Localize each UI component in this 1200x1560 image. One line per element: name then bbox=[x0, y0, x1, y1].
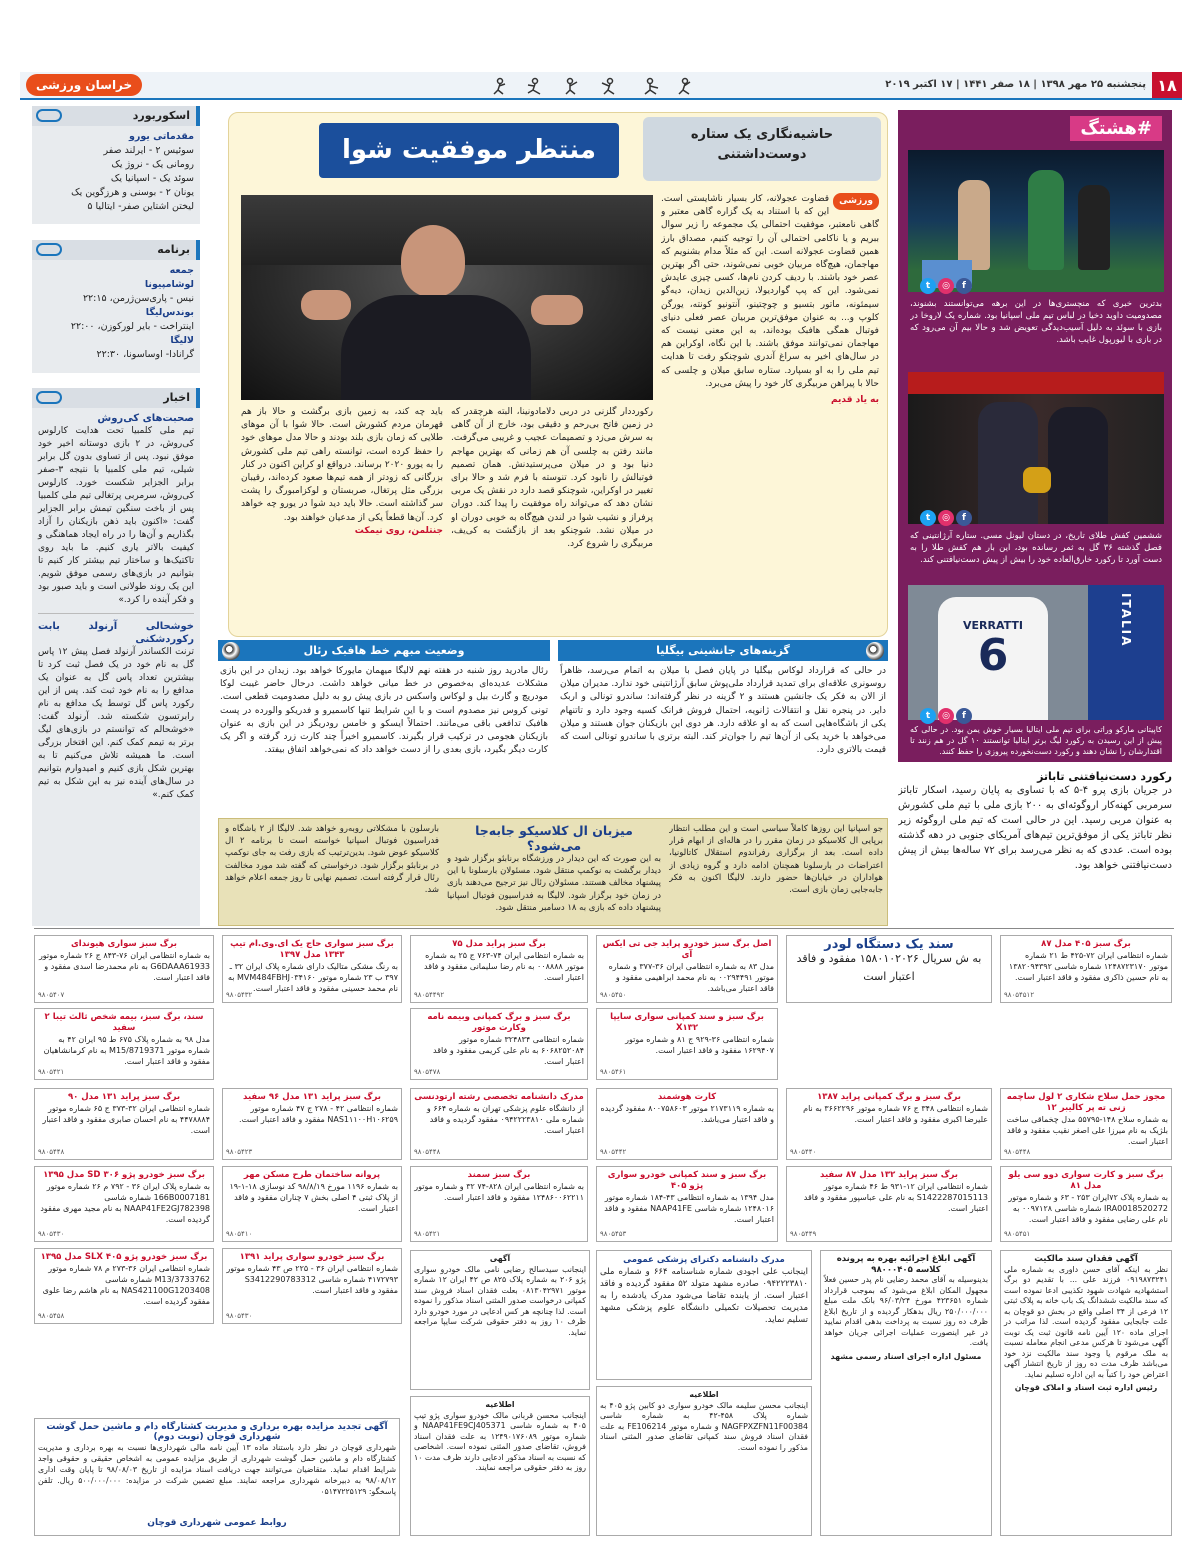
classified-ad-title: کارت هوشمند bbox=[657, 1092, 717, 1102]
classified-ad-body: به شماره ۱۱۹۶ مورخ ۹۸/۸/۱۹ کد نوسازی ۱۸-۱-۱۹ از پلاک ثبتی ۴ اصلی بخش ۷ چناران مفقود و فاقد اعتبار است. bbox=[229, 1182, 398, 1213]
figure-goalkeeper bbox=[1028, 170, 1064, 270]
court-notice-footer: مسئول اداره اجرای اسناد رسمی مشهد bbox=[830, 1351, 982, 1361]
classified-ad-title: برگ سبز و سند کمپانی سواری سایپا X۱۳۲ bbox=[610, 1012, 764, 1033]
classified-ad-title: سند یک دستگاه لودر bbox=[824, 937, 954, 952]
news-text: تیم ملی کلمبیا تحت هدایت کارلوس کی‌روش، در ۲ بازی دوستانه اخیر خود موفق نبود. پس از تساوی بدون گل برابر شیلی، تیم ملی کلمبیا با نتیجه ۳-صفر برابر الجزایر شکست خورد. کارلوس کی‌روش، سرمربی پرتغالی تیم ملی کلمبیا پس از باخت سنگین تیمش برابر الجزایر گفت: «اکنون باید ذهن بازیکنان را آزاد بگذاریم و آن‌ها را در راه ایجاد هماهنگی و کیفیت بالاتر یاری کنیم. ما باید روی تاکتیک‌ها و ساختار تیم بیشتر کار کنیم تا بتوانیم در بازی‌های رسمی موفق شویم. این یک روند طولانی است و باید صبور بود و فکر آینده را کرد.» bbox=[38, 426, 195, 605]
program-league: لوشامپیونا bbox=[144, 279, 194, 290]
classified-ad-code: ۹۸۰۵۴۵۱۲ bbox=[1004, 991, 1035, 999]
marca-banner bbox=[908, 372, 1164, 394]
figure-medic bbox=[958, 180, 990, 270]
classified-ad-title: برگ سبز پراید ۱۳۲ مدل ۸۷ سفید bbox=[820, 1170, 958, 1180]
classified-ad bbox=[222, 1088, 402, 1160]
court-notice-body: اینجانب علی اجودی شماره شناسنامه ۶۶۴ و شماره ملی ۰۹۴۲۲۲۳۸۱۰ صادره مشهد متولد ۵۲ مفقود گردیده و فاقد اعتبار است. از یابنده تقاضا می‌شود مدرک یادشده را به مدیریت تحصیلات تکمیلی دانشگاه علوم پزشکی مشهد تسلیم نماید. bbox=[600, 1267, 808, 1325]
shirt bbox=[938, 597, 1048, 720]
classified-ad-body: شماره انتظامی ایران ۳۶ - ۲۲۵ ص ۴۳ شماره موتور ۴۱۷۲۷۹۳ شماره شاسی S3412290783312 مفقود و فاقد اعتبار است. bbox=[226, 1264, 398, 1295]
classified-ad-title: برگ سبز و کارت سواری دوو سی یلو مدل ۸۱ bbox=[1008, 1170, 1164, 1191]
classified-ad-code: ۹۸۰۵۴۵۸ bbox=[38, 1312, 65, 1320]
classified-ad bbox=[34, 1008, 214, 1080]
classified-ad-body: به شماره سلاح ۱۴۸-۵۵۷۹۵ مدل چخماقی ساخت بلژیک به نام میرزا علی اصغر نقیب مفقود و فاقد اعتبار است. bbox=[1006, 1115, 1168, 1146]
real-midfield-headline bbox=[218, 640, 550, 661]
feature-text: رکورددار گلزنی در دربی دلامادونینا، البته هرچقدر که در زمین فاتح بی‌رحم و دقیقی بود، خارج از آن گاهی به سرش می‌زد و تصمیمات عجیب و غریبی می‌گرفت. مانند رفتن به چلسی آن هم زمانی که بهترین مهاجم دنیا بود و در میلان می‌پرستیدنش. همان تصمیم فوتبالش را نابود کرد. تنوسته با فرم شد و حالا برای تغییر در اوکراین، شوچنکو قصد دارد در نقش یک مربی نشان دهد که می‌تواند راه موفقیت را پیدا کند. دوران پرفراز و نشیب شوا در لندن هیچ‌گاه به خوبی دوران او در میلان نشد. شوچنکو بعد از بازگشت به کی‌یف، مربیگری را شروع کرد. bbox=[451, 407, 653, 550]
classified-ad-code: ۹۸۰۵۴۵۱ bbox=[1004, 1230, 1031, 1238]
sports-silhouettes-icon bbox=[490, 76, 700, 96]
football-icon bbox=[866, 642, 884, 660]
court-notice-title: آگهی bbox=[489, 1254, 511, 1263]
record-headline: رکورد دست‌نیافتنی تاباتز bbox=[1037, 770, 1172, 783]
classified-ad bbox=[596, 935, 778, 1003]
court-notice-body: بدینوسیله به آقای محمد رضایی نام پدر حسین فعلاً مجهول المکان ابلاغ می‌شود که بموجب قرارداد شماره ۴۲۳۶۵۱ مورخ ۹۶/۰۳/۲۴ بانک ملت مبلغ ۲۵۰/۰۰۰/۰۰۰ ریال بدهکار گردیده و از تاریخ ابلاغ ظرف ده روز نسبت به پرداخت بدهی اقدام نمایید در غیر اینصورت عملیات اجرائی جریان خواهد یافت. bbox=[824, 1275, 988, 1347]
court-notice-body: اینجانب محسن سلیمه مالک خودرو سواری دو کابین پژو ۴۰۵ به شماره پلاک ۴۵۸-۴۲ به شماره شاسی NAGFPXZFN11F00384 و شماره موتور FE106214 به علت فقدان اسناد فروش سند کمپانی تقاضای صدور المثنی اسناد مذکور را نموده است. bbox=[600, 1400, 808, 1452]
classified-ad-title: برگ سبز خودرو سواری پراید ۱۳۹۱ bbox=[239, 1252, 385, 1262]
classified-ad-code: ۹۸۰۵۴۴۸ bbox=[38, 1148, 65, 1156]
classified-ad-title: برگ سبز و برگ کمپانی وبیمه نامه وکارت موتور bbox=[427, 1012, 571, 1033]
classified-ad-code: ۹۸۰۵۴۴۲ bbox=[600, 1148, 627, 1156]
real-midfield-body: رئال مادرید روز شنبه در هفته نهم لالیگا میهمان مایورکا خواهد بود. زیدان در این بازی مشکلات عدیده‌ای به‌خصوص در خط میانی خواهد داشت. درحال حاضر غیبت لوکا مودریچ و گارث بیل و لوکاس واسکس در بازی پیش رو به دلیل مصدومیت قطعی است. تونی کروس نیز مصدوم است و با این شرایط تنها کاسمیرو و فدریکو والورده در پست هافبک تدافعی باقی می‌مانند. احتمالاً ایسکو و خامس رودریگز در این بازی به عنوان بازیکنان هجومی در ترکیب قرار بگیرند. کاسمیرو اخیراً چند کارت زرد گرفته و اگر یک کارت دیگر بگیرد، بازی بعدی را از دست خواهد داد که نمی‌خواهد اتفاق بیفتد. bbox=[220, 666, 548, 756]
shirt-name: VERRATTI bbox=[963, 619, 1023, 632]
news-headline: خوشحالی آرنولد بابت رکوردشکنی bbox=[38, 621, 194, 645]
auction-notice bbox=[34, 1418, 400, 1536]
classified-ad-body: از دانشگاه علوم پزشکی تهران به شماره ۶۶۴ و شماره ملی ۰۹۴۲۲۲۳۸۱۰ مفقود گردیده و فاقد اعتبار است. bbox=[426, 1104, 584, 1135]
classified-ad-title: برگ سبز پراید ۱۳۱ مدل ۹۶ سفید bbox=[243, 1092, 381, 1102]
program-title-text: برنامه bbox=[157, 243, 190, 256]
photo-shevchenko bbox=[241, 195, 653, 400]
shirt-number: 6 bbox=[977, 630, 1009, 681]
classified-ad-code: ۹۸۰۵۴۳۰ bbox=[38, 1230, 65, 1238]
real-midfield-headline-text: وضعیت مبهم خط هافبک رئال bbox=[303, 644, 465, 657]
feature-subheading: به یاد قدیم bbox=[830, 395, 879, 406]
classified-ad-title: برگ سبز پراید ۱۳۱ مدل ۹۰ bbox=[67, 1092, 181, 1102]
feature-logo-badge: ورزشی bbox=[833, 193, 879, 210]
classified-ad-title: برگ سبز خودرو پژو SLX ۴۰۵ مدل ۱۳۹۵ bbox=[40, 1252, 208, 1262]
scoreboard-title-text: اسکوربورد bbox=[132, 109, 190, 122]
classified-ad bbox=[410, 1166, 588, 1242]
clasico-story bbox=[218, 818, 888, 926]
classified-ad-title: برگ سبز خودرو پژو ۳۰۶ SD مدل ۱۳۹۵ bbox=[43, 1170, 205, 1180]
classified-ad-body: به شماره انتظامی ایران ۸۲۸-۷۴ ۳۲ و شماره موتور ۱۲۴۸۶۰۰۶۲۲۱۱ مفقود و فاقد اعتبار است. bbox=[414, 1182, 584, 1202]
classified-ad-code: ۹۸۰۵۴۴۹۲ bbox=[414, 991, 445, 999]
classified-ad-code: ۹۸۰۵۴۴۸ bbox=[1004, 1148, 1031, 1156]
record-story bbox=[898, 770, 1172, 920]
bigelia-story bbox=[558, 640, 888, 810]
program-league: لالیگا bbox=[170, 335, 194, 346]
classified-ad-title: پروانه ساختمان طرح مسکن مهر bbox=[243, 1170, 381, 1180]
twitter-icon[interactable]: t bbox=[920, 510, 936, 526]
classified-ad-code: ۹۸۰۵۴۴۸ bbox=[414, 1148, 441, 1156]
bigelia-headline-text: گزینه‌های جانشینی بیگلیا bbox=[656, 644, 790, 657]
classified-ad-body: به ش سریال ۱۵۸۰۱۰۲۰۲۶ مفقود و فاقد اعتبار است bbox=[796, 952, 982, 983]
page-header bbox=[20, 72, 1182, 100]
figure-presenter bbox=[1048, 407, 1108, 524]
instagram-icon[interactable]: ◎ bbox=[938, 708, 954, 724]
classified-ad bbox=[222, 935, 402, 1003]
court-notice-body: نظر به اینکه آقای حسن داوری به شماره ملی ۰۹۱۹۸۷۳۲۴۱ فرزند علی ... با تقدیم دو برگ استشهادیه شهادت شهود تکذیبی ادعا نموده است که سند مالکیت ششدانگ یک باب خانه به پلاک ثبتی ۱۲ فرعی از ۳۴ اصلی واقع در بخش دو قوچان به علت جابجایی مفقود گردیده است. لذا مراتب در اجرای ماده ۱۲۰ آیین نامه قانون ثبت یک نوبت آگهی می‌شود تا هرکس مدعی انجام معامله نسبت به ملک مرقوم یا وجود سند مالکیت نزد خود می‌باشد ظرف مدت ده روز از تاریخ انتشار آگهی اعتراض خود را کتباً به این اداره تسلیم نماید. bbox=[1004, 1264, 1169, 1379]
court-notice bbox=[596, 1386, 812, 1536]
classified-ad-code: ۹۸۰۵۴۲۳ bbox=[226, 1148, 253, 1156]
classified-ad bbox=[1000, 935, 1172, 1003]
program-section-icon bbox=[36, 243, 62, 256]
classified-ad-title: برگ سبز سواری حاج یک ای.وی.ام تیپ ۱۳۴۳ مدل ۱۳۹۷ bbox=[230, 939, 394, 960]
court-notice-body: اینجانب سیدسالح رضایی نامی مالک خودرو سواری پژو ۲۰۶ به شماره پلاک ۸۲۵ ص ۴۲ ایران ۱۲ شماره موتور ۰۸۱۳۰۴۲۹۷۱ بعلت فقدان اسناد فروش سند کمپانی درخواست صدور المثنی اسناد مذکور را نموده است. لذا چنانچه هر کس ادعایی در مورد خودرو دارد ظرف ۱۰ روز به دفتر حقوقی شرکت سایپا مراجعه نماید. bbox=[414, 1264, 586, 1337]
clasico-column-3: بارسلون با مشکلاتی روبه‌رو خواهد شد. لالیگا از ۲ باشگاه و فدراسیون فوتبال اسپانیا خواسته است تا برنامه ۲ ال کلاسیکو عوض شود. بدین‌ترتیب که بازی رفت به جای نوکمپ در برنابئو برگزار شود. درخواستی که گفته شد مورد مخالفت رئال قرار گرفته است. تصمیم نهایی تا روز جمعه اعلام خواهد شد. bbox=[225, 824, 439, 896]
classified-ad-body: به شماره انتظامی ایران ۷۶-۸۴۳ ج ۲۶ شماره موتور G6DAAA61933 به نام محمدرضا اسدی مفقود و فاقد اعتبار است. bbox=[38, 951, 210, 982]
classified-ad-code: ۹۸۰۵۴۷۸ bbox=[414, 1068, 441, 1076]
score-line: رومانی یک - نروژ یک bbox=[111, 159, 194, 170]
classified-ad-body: شماره انتظامی ایران ۷۲-۴۲۵ ط ۲۱ شماره موتور ۱۲۴۸۷۲۳۱۷۰ شماره شاسی ۱۳۸۲۰۹۴۳۹۲ به نام حسین ذاکری مفقود و فاقد اعتبار است. bbox=[1008, 951, 1168, 982]
clasico-column-2: به این صورت که این دیدار در ورزشگاه برنابئو برگزار شود و دیدار برگشت به نوکمپ منتقل شود. مسئولان بارسلونا با این پیشنهاد مخالف هستند. مسئولان رئال نیز ترجیح می‌دهند بازی در زمان خود برگزار شود. لالیگا به فدراسیون فوتبال اسپانیا پیشنهاد داده که بازی به ۱۸ دسامبر منتقل شود. bbox=[447, 854, 661, 913]
classified-ad-body: به شماره پلاک ۷۲ایران ۲۵۳ - ۶۳ و شماره موتور IRA0018520272 شماره شاسی ۰۰۹۷۱۲۸ به نام علی رضایی مفقود و فاقد اعتبار است. bbox=[1008, 1193, 1168, 1224]
classified-ad bbox=[34, 1166, 214, 1242]
scoreboard-body bbox=[32, 126, 200, 224]
program-day: جمعه bbox=[169, 265, 194, 276]
photo-messi-golden-shoe bbox=[908, 372, 1164, 524]
classified-ad-title: برگ سبز و برگ کمپانی پراید ۱۳۸۷ bbox=[817, 1092, 961, 1102]
section-logo: خراسان ورزشی bbox=[26, 74, 142, 96]
figure-hand-left bbox=[301, 290, 351, 320]
feature-text: قضاوت عجولانه، کار بسیار ناشایستی است. این که با استناد به یک گزاره گاهی معتبر و گاهی نامعتبر، موفقیت احتمالی یک مجموعه را زیر سوال ببریم و یا ناکامی احتمالی آن را توجیه کنیم، مصداق بارز همین قضاوت عجولانه است. این که مثلاً مدام بشنویم که مهاجمان، هیچ‌گاه مربیان خوبی نمی‌شوند، حتی اگر بهترین عصر خود باشند. با ردیف کردن نام‌ها، کسی چیزی عایدش نمی‌شود. این که پپ گواردیولا، زین‌الدین زیدان، دیه‌گو سیمئونه، ماتور بتسیو و چوچتینو، آنتونیو کونته، یورگن کلوپ و... به عنوان موفق‌ترین مربیان عصر فعلی دنیای فوتبال همگی هافبک بوده‌اند، به این معنی نیست که مهاجمان نمی‌توانند موفق باشند. با این نگاه، اوکراین هم در سال‌های اخیر به سراغ آندری شوچنکو رفت تا هدایت تیم ملی را به او بسپارد. ستاره سابق میلان و چلسی که حالا با پیراهن مربیگری کار خود را پیش می‌برد. bbox=[661, 194, 879, 389]
facebook-icon[interactable]: f bbox=[956, 510, 972, 526]
feature-title: منتظر موفقیت شوا bbox=[319, 123, 619, 178]
classified-ad-code: ۹۸۰۵۴۶۱ bbox=[600, 1068, 627, 1076]
feature-kicker: حاشیه‌نگاری یک ستاره دوست‌داشتنی bbox=[643, 117, 881, 181]
court-notice bbox=[410, 1250, 590, 1390]
feature-text: باید چه کند، به زمین بازی برگشت و حالا باز هم قهرمان مردم کشورش است. حالا شوا با آن موهای طلایی که زمان بازی بلند بودند و حالا مدل موهای خود را حفظ کرده است، توانسته راهی تیم ملی کشورش را به یورو ۲۰۲۰ برساند. درواقع او کراین اکنون در کنار بزرگانی که زودتر از همه تیم‌ها صعود کرده‌اند، رقیبان بزرگی مثل پرتغال، صربستان و لوکزامبورگ را پشت سر گذاشته است. حالا باید دید شوا در یورو چه خواهد کرد. آن‌ها قطعاً یکی از مدعیان خواهند بود. bbox=[241, 407, 443, 523]
classified-ad-body: شماره انتظامی ۳۴۸ ج ۷۶ شماره موتور ۳۶۶۲۲۹۶ به نام علیرضا اکبری مفقود و فاقد اعتبار است. bbox=[803, 1104, 988, 1124]
classified-ad-body: شماره انتظامی ایران ۱۲-۹۳۱ ط ۴۶ شماره موتور S1422287015113 به نام علی عباسپور مفقود و فاقد اعتبار است. bbox=[803, 1182, 988, 1213]
classified-ad bbox=[1000, 1088, 1172, 1160]
record-body: در جریان بازی پرو ۴-۵ که با تساوی به پایان رسید، اسکار تاباتز سرمربی کهنه‌کار اروگوئه‌ای به ۲۰۰ بازی ملی با تیم ملی کشورش به عنوان مربی رسید. این در حالی است که تیم ملی اروگوئه زیر نظر تاباتز یکی از موفق‌ترین تیم‌های آمریکای جنوبی در دهه گذشته بوده است. عددی که به نظر می‌رسد برای ۷۲ ساله‌ها بیش از پیش دست‌نیافتنی خواهد بود. bbox=[898, 785, 1172, 871]
classified-ad-code: ۹۸۰۵۴۲۱ bbox=[414, 1230, 441, 1238]
score-line: سوئیس ۲ - ایرلند صفر bbox=[103, 145, 194, 156]
classified-ad-title: برگ سبز و سند کمپانی خودرو سواری پژو ۴۰۵ bbox=[607, 1170, 767, 1191]
program-league: بوندس‌لیگا bbox=[145, 307, 194, 318]
court-notice-title: آگهی فقدان سند مالکیت bbox=[1034, 1254, 1138, 1264]
feature-subheading: جنتلمن، روی نیمکت bbox=[354, 525, 443, 536]
classified-ad-code: ۹۸۰۵۴۰۷ bbox=[38, 991, 65, 999]
issue-date: پنجشنبه ۲۵ مهر ۱۳۹۸ | ۱۸ صفر ۱۴۴۱ | ۱۷ اکتبر ۲۰۱۹ bbox=[885, 79, 1146, 90]
court-notice-title: اطلاعیه bbox=[689, 1390, 719, 1399]
court-notice-footer: رئیس اداره ثبت اسناد و املاک قوچان bbox=[1014, 1383, 1158, 1392]
classified-ad bbox=[786, 1088, 992, 1160]
classified-ad-title: برگ سبز سواری هیوندای bbox=[71, 939, 177, 949]
classified-ad bbox=[786, 935, 992, 1003]
classified-ad bbox=[1000, 1166, 1172, 1242]
hashtag-caption: کاپیتانی مارکو وراتی برای تیم ملی ایتالیا بسیار خوش یمن بود. در حالی که پیش از این رسیدن به رکورد لیگ برتر ایتالیا توانستند ۱۰ گل در هم زنند تا اقتدارشان را نشان دهند و رکورد دست‌نخورده پیروزی را حفظ کنند. bbox=[910, 725, 1162, 756]
football-icon bbox=[222, 642, 240, 660]
court-notice-title: آگهی ابلاغ اجرائیه بهره به پرونده کلاسه ۹۸۰۰۰۴۰۵ bbox=[836, 1254, 976, 1275]
classified-ad bbox=[34, 1088, 214, 1160]
classified-ad-code: ۹۸۰۵۴۳۲ bbox=[226, 991, 253, 999]
classified-ad-body: شماره انتظامی ۳۶-۹۲۹ ج ۸۱ و شماره موتور ۱۶۲۹۴۰۷ مفقود و فاقد اعتبار است. bbox=[625, 1035, 774, 1055]
news-title-text: اخبار bbox=[163, 391, 190, 404]
hashtag-title: #هشتگ bbox=[1070, 116, 1162, 141]
classified-ad-body: شماره انتظامی ۳۲۴۸۳۴ شماره موتور ۶۰۶۸۲۵۲۰۸۴ به نام علی کریمی مفقود و فاقد اعتبار است. bbox=[433, 1035, 584, 1066]
classified-ad-title: برگ سبز ۴۰۵ مدل ۸۷ bbox=[1041, 939, 1131, 949]
classified-ad bbox=[596, 1088, 778, 1160]
program-box bbox=[32, 240, 200, 375]
classified-ad bbox=[596, 1166, 778, 1242]
italia-banner bbox=[1088, 585, 1164, 720]
classified-ad-title: سند، برگ سبز، بیمه شخص ثالث تیبا ۲ سفید bbox=[44, 1012, 204, 1033]
clasico-headline: میزبان ال کلاسیکو جابه‌جا می‌شود؟ bbox=[475, 823, 633, 853]
instagram-icon[interactable]: ◎ bbox=[938, 510, 954, 526]
feature-column-3 bbox=[241, 406, 443, 631]
program-match: گرانادا- اوساسونا، ۲۲:۳۰ bbox=[96, 349, 194, 360]
news-body bbox=[32, 408, 200, 926]
classified-ad-body: شماره انتظامی ایران ۳۲-۳۷۳ ج ۶۵ شماره موتور ۴۴۷۸۸۸۴ به نام احسان صابری مفقود و فاقد اعتبار است. bbox=[42, 1104, 210, 1135]
news-headline: صحبت‌های کی‌روش bbox=[97, 413, 194, 424]
news-section-icon bbox=[36, 391, 62, 404]
hashtag-caption: بدترین خبری که منچستری‌ها در این برهه می‌توانستند بشنوند، مصدومیت داوید دخیا در لباس تیم ملی اسپانیا بود. شماره یک لاروخا در بازی با سوئد به دلیل آسیب‌دیدگی تعویض شد و حالا بیم آن می‌رود که در بازی با لیورپول غایب باشد. bbox=[910, 299, 1162, 345]
twitter-icon[interactable]: t bbox=[920, 708, 936, 724]
classified-ad bbox=[34, 1248, 214, 1324]
twitter-icon[interactable]: t bbox=[920, 278, 936, 294]
classified-ad-body: مدل ۸۳ به شماره انتظامی ایران ۳۶-۳۷۷ و شماره موتور ۰۰۲۹۴۴۹۱ به نام محمد ابراهیمی مفقود و فاقد اعتبار می‌باشد. bbox=[608, 962, 774, 993]
court-notice bbox=[596, 1250, 812, 1380]
auction-body: شهرداری قوچان در نظر دارد باستناد ماده ۱۳ آیین نامه مالی شهرداری‌ها نسبت به بهره برداری و مدیریت کشتارگاه دام و ماشین حمل گوشت شهرداری از طریق مزایده عمومی به اشخاص حقیقی و حقوقی واجد شرایط اقدام نماید. متقاضیان می‌توانند جهت دریافت اسناد مزایده از تاریخ ۹۸/۰۸/۰۳ تا پایان وقت اداری ۹۸/۰۸/۱۲ به دبیرخانه شهرداری مراجعه نمایند. مبلغ تضمین شرکت در مزایده: ۵۰۰/۰۰۰/۰۰۰ ریال. تلفن پاسخگو: ۰۵۱۴۷۲۲۵۱۲۹ bbox=[38, 1443, 396, 1496]
program-match: اینتراخت - بایر لورکوزن، ۲۲:۰۰ bbox=[70, 321, 194, 332]
facebook-icon[interactable]: f bbox=[956, 278, 972, 294]
classified-ad-code: ۹۸۰۵۴۳۰ bbox=[226, 1312, 253, 1320]
classified-ad-code: ۹۸۰۵۴۱۰ bbox=[226, 1230, 253, 1238]
program-body bbox=[32, 260, 200, 373]
program-match: نیس - پاری‌سن‌ژرمن، ۲۲:۱۵ bbox=[82, 293, 194, 304]
classified-ad-body: به شماره پلاک ایران ۳۶ - ۷۹۲ م ۲۶ شماره موتور 166B0007181 شماره شاسی NAAP41FE2GJ782398 به نام مجید مهری مفقود گردیده است. bbox=[40, 1182, 210, 1224]
classified-ad bbox=[410, 935, 588, 1003]
classified-ad-body: به شماره ۲۱۷۳۱۱۹ موتور ۸۰۰۷۵۸۶۰۳ مفقود گردیده و فاقد اعتبار می‌باشد. bbox=[600, 1104, 774, 1124]
program-title bbox=[32, 240, 200, 260]
classified-ad-title: مجوز حمل سلاح شکاری ۲ لول ساچمه زنی ته پر کالیبر ۱۲ bbox=[1006, 1092, 1166, 1113]
court-notice-body: اینجانب محسن قربانی مالک خودرو سواری پژو تیپ ۴۰۵ به شماره شاسی NAAP41FE9CJ405371 و شماره موتور ۱۲۴۹۰۱۷۶۰۸۹ به علت فقدان اسناد فروش، تقاضای صدور المثنی نموده است. اشخاصی که نسبت به اسناد مذکور ادعایی دارند ظرف مدت ۱۰ روز به دفتر حقوقی مراجعه نمایند. bbox=[414, 1410, 586, 1472]
feature-column-1 bbox=[661, 193, 879, 633]
bigelia-body: در حالی که قرارداد لوکاس بیگلیا در پایان فصل با میلان به اتمام می‌رسد، ظاهراً روسونری علاقه‌ای برای تمدید قرارداد ملی‌پوش سابق آرژانتینی خود ندارد. مدیران میلان از الان به فکر یک جانشین هستند و ۲ گزینه در نظر گرفته‌اند: ساندرو تونالی و اربک دایر. در پنجره نقل و انتقالات ژانویه، احتمال فروش فرانک کسیه وجود دارد و تاتنهام یکی از باشگاه‌هایی است که به او علاقه دارد. هر دوی این بازیکنان جوان هستند و میلان می‌خواهد با خرید یکی از آن‌ها تیم را جوان‌تر کند. البته برتری با ساندرو تونالی است که قیمت بالاتری دارد. bbox=[560, 666, 886, 756]
court-notice-title: مدرک دانشنامه دکترای پزشکی عمومی bbox=[623, 1255, 785, 1265]
hashtag-caption: ششمین کفش طلای تاریخ، در دستان لیونل مسی. ستاره آرژانتینی که فصل گذشته ۳۶ گل به ثمر رسانده بود، این بار هم کفش طلا را به دست آورد تا رکورد خارق‌العاده خود را بیش از پیش دست‌نیافتنی کند. bbox=[910, 531, 1162, 565]
classified-ad-body: مدل ۱۳۹۴ به شماره انتظامی ۴۳-۱۸۴ شماره موتور ۱۲۴۸۰۱۶ شماره شاسی NAAP41FE مفقود و فاقد اعتبار است. bbox=[604, 1193, 774, 1224]
news-text: ترنت الکساندر آرنولد فصل پیش ۱۲ پاس گل به نام خود در یک فصل ثبت کرد تا بیشترین تعداد پاس گل به عنوان یک مدافع را به نام خود ثبت کند. پس از این رکورد پاس گل توسط یک مدافع به نام رابرتسون شکسته شد. آرنولد گفت: «خوشحالم که توانستم در بازی‌های لیگ برتر به تیمم کمک کنم. این افتخار بزرگی است. ما همیشه تلاش می‌کنیم تا به بهترین شکل بازی کنیم و امیدوارم بتوانیم در سال‌های آینده نیز به این شکل به تیم کمک کنم.» bbox=[38, 647, 194, 800]
news-title bbox=[32, 388, 200, 408]
photo-dehea-injury bbox=[908, 150, 1164, 292]
classified-ad-title: مدرک دانشنامه تخصصی رشته ارتودنسی bbox=[414, 1092, 584, 1102]
instagram-icon[interactable]: ◎ bbox=[938, 278, 954, 294]
figure-messi bbox=[978, 402, 1038, 524]
classified-ad-body: به رنگ مشکی متالیک دارای شماره پلاک ایران ۳۲ ـ ۳۹۷ ب ۲۳ شماره موتور MVM484FBHJ۰۳۴۱۶۰ به نام محمد حسینی مفقود و فاقد اعتبار است. bbox=[227, 962, 398, 993]
feature-column-2 bbox=[451, 406, 653, 631]
court-notice bbox=[820, 1250, 992, 1536]
facebook-icon[interactable]: f bbox=[956, 708, 972, 724]
bigelia-headline bbox=[558, 640, 888, 661]
classified-ad-body: شماره انتظامی ۴۲ - ۲۷۸ ج ۴۷ شماره موتور NAS1۱۱۰۰H۱۰۶۲۵۹ مفقود و فاقد اعتبار است. bbox=[239, 1104, 398, 1124]
classified-ad-title: اصل برگ سبز خودرو پراید جی تی ایکس آی bbox=[602, 939, 772, 960]
figure-coach bbox=[1078, 185, 1110, 270]
scoreboard-section-icon bbox=[36, 109, 62, 122]
classified-ad bbox=[410, 1088, 588, 1160]
figure-hand-right bbox=[531, 295, 583, 325]
classified-ad-code: ۹۸۰۵۴۴۰ bbox=[790, 1148, 817, 1156]
classified-ad-body: شماره انتظامی ایران ۳۶-۲۷۳ م ۷۸ شماره موتور M13/3733762 شماره شاسی NAS421100G1203408 به نام هاشم رضا علوی مفقود گردیده است. bbox=[42, 1264, 210, 1306]
figure-head bbox=[401, 225, 465, 297]
classified-ad bbox=[786, 1166, 992, 1242]
scoreboard-box bbox=[32, 106, 200, 226]
court-notice-title: اطلاعیه bbox=[485, 1400, 515, 1409]
classified-ad-title: برگ سبز سمند bbox=[467, 1170, 531, 1180]
classified-ad-code: ۹۸۰۵۴۵۳ bbox=[600, 1230, 627, 1238]
classified-ad-code: ۹۸۰۵۴۵۰ bbox=[600, 991, 627, 999]
italia-text: ITALIA bbox=[1119, 593, 1133, 648]
feature-story bbox=[228, 112, 888, 637]
scoreboard-heading: مقدماتی یورو bbox=[128, 131, 194, 142]
news-box bbox=[32, 388, 200, 928]
figure-suit bbox=[341, 295, 531, 400]
classified-ad-title: برگ سبز پراید مدل ۷۵ bbox=[452, 939, 546, 949]
classified-ad bbox=[34, 935, 214, 1003]
classified-ad-body: به شماره انتظامی ایران ۷۴-۷۶۳ ج ۲۵ به شماره موتور ۰۰۸۸۸۸ به نام رضا سلیمانی مفقود و فاقد اعتبار است. bbox=[424, 951, 584, 982]
score-line: لیختن اشتاین صفر- ایتالیا ۵ bbox=[87, 201, 194, 212]
classified-ad bbox=[222, 1166, 402, 1242]
score-line: یونان ۲ - بوسنی و هرزگوین یک bbox=[71, 187, 194, 198]
real-midfield-story bbox=[218, 640, 550, 810]
classified-ad bbox=[410, 1008, 588, 1080]
court-notice bbox=[410, 1396, 590, 1536]
classifieds-divider bbox=[34, 928, 1174, 929]
classified-ad bbox=[222, 1248, 402, 1324]
auction-footer: روابط عمومی شهرداری قوچان bbox=[147, 1518, 287, 1528]
score-line: سوئد یک - اسپانیا یک bbox=[110, 173, 194, 184]
classified-ad-code: ۹۸۰۵۴۲۱ bbox=[38, 1068, 65, 1076]
classified-ad-code: ۹۸۰۵۴۴۹ bbox=[790, 1230, 817, 1238]
court-notice bbox=[1000, 1250, 1172, 1536]
photo-verratti-shirt bbox=[908, 585, 1164, 720]
classified-ad-body: مدل ۹۸ به شماره پلاک ۶۷۵ ط ۹۵ ایران ۴۲ به شماره موتور M15/8719371 به نام کرمانشاهیان مفقود و فاقد اعتبار است. bbox=[43, 1035, 210, 1066]
page-number: ۱۸ bbox=[1152, 72, 1182, 100]
classified-ad bbox=[596, 1008, 778, 1080]
golden-shoe-icon bbox=[1023, 467, 1051, 493]
auction-title: آگهی تجدید مزایده بهره برداری و مدیریت کشتارگاه دام و ماشین حمل گوشت شهرداری قوچان (نوبت دوم) bbox=[46, 1422, 388, 1442]
clasico-column-1: جو اسپانیا این روزها کاملاً سیاسی است و این مطلب انتظار برپایی ال کلاسیکو در زمان مقرر را در هاله‌ای از ابهام قرار داده است. بعد از برگزاری رفراندوم استقلال کاتالونیا، اعتراضات در بارسلونا همچنان ادامه دارد و گروه زیادی از هواداران در خیابان‌ها حضور دارند. لالیگا اکنون به فکر جابه‌جایی زمان بازی است. bbox=[669, 824, 883, 896]
scoreboard-title bbox=[32, 106, 200, 126]
hashtag-column bbox=[898, 110, 1172, 762]
